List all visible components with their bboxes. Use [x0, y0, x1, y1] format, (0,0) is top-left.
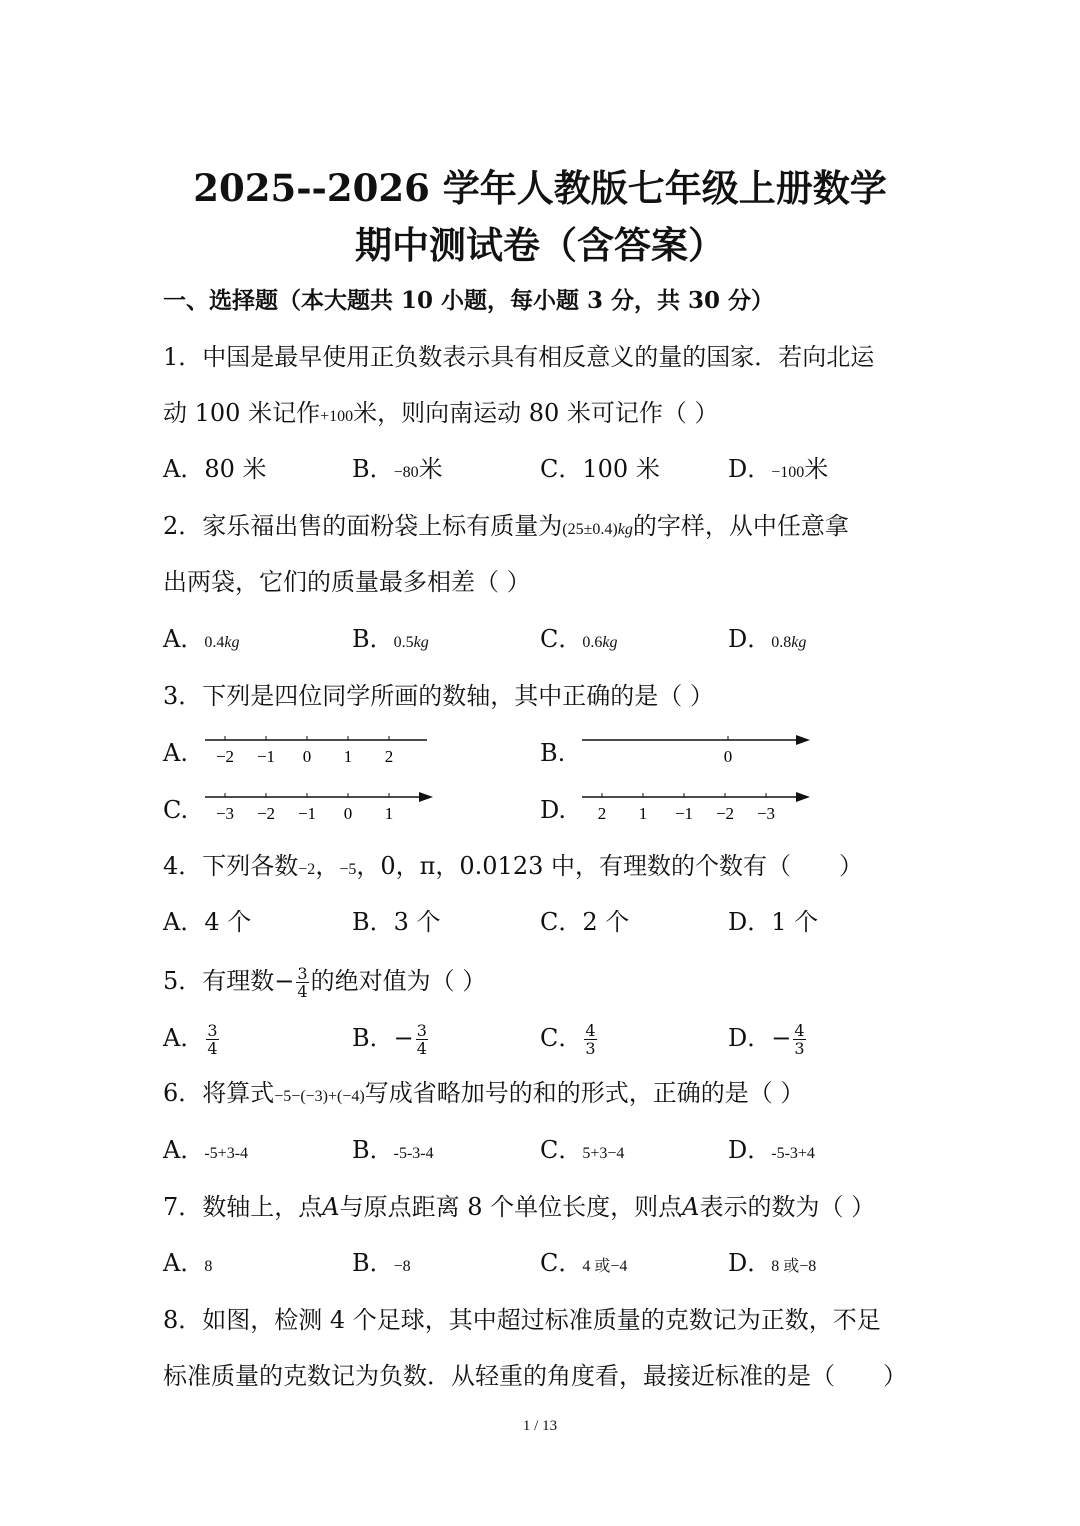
- option-label: A．: [163, 1136, 205, 1164]
- tick-label: 2: [597, 804, 607, 823]
- unit: kg: [224, 634, 240, 651]
- math: 4 或−4: [582, 1258, 628, 1275]
- number: 0.5: [393, 634, 414, 651]
- denominator: 4: [297, 982, 308, 1001]
- var: A: [682, 1193, 700, 1221]
- fraction: [296, 965, 308, 1000]
- q8-stem-line1: 8．如图，检测 4 个足球，其中超过标准质量的克数记为正数，不足: [163, 1306, 881, 1334]
- q4-option-b[interactable]: [352, 907, 441, 937]
- q2-option-b[interactable]: [352, 624, 429, 658]
- option-label: C．: [540, 455, 583, 483]
- q5-option-b[interactable]: [352, 1022, 430, 1057]
- option-label: A．: [163, 1024, 205, 1052]
- q6-option-a[interactable]: [163, 1135, 248, 1169]
- option-label: B．: [352, 1024, 394, 1052]
- q1-option-d[interactable]: [728, 454, 828, 488]
- numerator: 4: [585, 1021, 596, 1040]
- option-label: B．: [352, 1249, 394, 1277]
- q1-stem-line2: [163, 398, 719, 432]
- q3-option-b-label[interactable]: B.: [540, 739, 566, 767]
- option-label: A．: [163, 1249, 205, 1277]
- option-label: B．: [352, 908, 394, 936]
- q3-option-c-label[interactable]: C.: [163, 796, 189, 824]
- q4-option-c[interactable]: [540, 907, 629, 937]
- tick-label: −2: [715, 804, 735, 823]
- q6-stem: [163, 1078, 804, 1112]
- denominator: 4: [416, 1039, 427, 1058]
- math: -5-3-4: [393, 1145, 434, 1162]
- option-label: A．: [163, 908, 205, 936]
- tick-label: 0: [302, 747, 312, 766]
- option-label: D．: [728, 908, 772, 936]
- text: 2 个: [582, 908, 630, 936]
- text: 米: [804, 455, 829, 483]
- q7-option-a[interactable]: [163, 1248, 212, 1282]
- numerator: 3: [207, 1021, 218, 1040]
- sign: −: [274, 967, 295, 995]
- tick-label: 0: [723, 747, 733, 766]
- text: 3 个: [393, 908, 441, 936]
- text: 4．下列各数: [163, 852, 299, 880]
- text: 4 个: [204, 908, 252, 936]
- q7-option-b[interactable]: [352, 1248, 411, 1282]
- text: 2．家乐福出售的面粉袋上标有质量为: [163, 512, 563, 540]
- math: (25±0.4): [562, 521, 618, 538]
- text: ，: [315, 852, 340, 880]
- q2-option-a[interactable]: [163, 624, 239, 658]
- numerator: 3: [416, 1021, 427, 1040]
- q4-option-a[interactable]: [163, 907, 251, 937]
- q7-option-c[interactable]: [540, 1248, 627, 1282]
- q7-stem: [163, 1192, 875, 1222]
- fraction: [416, 1022, 428, 1057]
- text: 100 米: [582, 455, 660, 483]
- q1-option-a[interactable]: [163, 454, 267, 488]
- math: −100: [771, 464, 805, 481]
- option-label: C．: [540, 1024, 583, 1052]
- text: 的绝对值为（ ）: [310, 967, 487, 995]
- number: 0.8: [771, 634, 792, 651]
- option-label: B．: [352, 1136, 394, 1164]
- axis-arrow: [796, 735, 810, 745]
- text: 与原点距离 8 个单位长度，则点: [339, 1193, 683, 1221]
- text: 80 米: [204, 455, 267, 483]
- unit: kg: [602, 634, 618, 651]
- math: +100: [320, 408, 354, 425]
- tick-label: −2: [256, 804, 276, 823]
- tick-label: −3: [756, 804, 776, 823]
- fraction: [584, 1022, 596, 1057]
- q1-option-c[interactable]: [540, 454, 660, 488]
- number-line-a: [205, 736, 445, 776]
- unit: kg: [617, 521, 633, 538]
- axis-arrow: [796, 792, 810, 802]
- number: 0.6: [582, 634, 603, 651]
- option-label: D．: [728, 1249, 772, 1277]
- q7-option-d[interactable]: [728, 1248, 816, 1282]
- q2-option-c[interactable]: [540, 624, 617, 658]
- text: 米: [418, 455, 443, 483]
- option-label: C．: [540, 1249, 583, 1277]
- math: -5-3+4: [771, 1145, 815, 1162]
- math: 5+3−4: [582, 1145, 625, 1162]
- option-label: D．: [728, 1136, 772, 1164]
- option-label: A．: [163, 625, 205, 653]
- math: −2: [298, 861, 316, 878]
- text: 5．有理数: [163, 967, 275, 995]
- q2-option-d[interactable]: [728, 624, 806, 658]
- number-line-c: [205, 793, 445, 833]
- q6-option-d[interactable]: [728, 1135, 815, 1169]
- q5-option-c[interactable]: [540, 1022, 599, 1057]
- tick-label: −1: [256, 747, 276, 766]
- q2-stem-line1: [163, 511, 849, 545]
- option-label: D．: [728, 625, 772, 653]
- q3-option-a-label[interactable]: A.: [163, 739, 188, 767]
- option-label: B．: [352, 625, 394, 653]
- axis-arrow: [419, 792, 433, 802]
- q3-stem: 3．下列是四位同学所画的数轴，其中正确的是（ ）: [163, 682, 714, 710]
- option-label: C．: [540, 1136, 583, 1164]
- tick-label: −2: [215, 747, 235, 766]
- unit: kg: [413, 634, 429, 651]
- text: 7．数轴上，点: [163, 1193, 323, 1221]
- q4-option-d[interactable]: [728, 907, 818, 937]
- option-label: D．: [728, 455, 772, 483]
- option-label: C．: [540, 625, 583, 653]
- option-label: B．: [352, 455, 394, 483]
- q6-option-c[interactable]: [540, 1135, 624, 1169]
- text: 的字样，从中任意拿: [632, 512, 849, 540]
- math: −5−(−3)+(−4): [274, 1088, 365, 1105]
- unit: kg: [791, 634, 807, 651]
- title-line-2: 期中测试卷（含答案）: [355, 223, 725, 267]
- math: −5: [339, 861, 357, 878]
- tick-label: 1: [638, 804, 648, 823]
- tick-label: 0: [343, 804, 353, 823]
- denominator: 3: [794, 1039, 805, 1058]
- var: A: [322, 1193, 340, 1221]
- text: 1 个: [771, 908, 819, 936]
- tick-label: −1: [297, 804, 317, 823]
- q5-option-d[interactable]: [728, 1022, 808, 1057]
- tick-label: 1: [384, 804, 394, 823]
- option-label: C．: [540, 908, 583, 936]
- page-number: 1 / 13: [522, 1418, 558, 1434]
- q5-option-a[interactable]: [163, 1022, 221, 1057]
- numerator: 4: [794, 1021, 805, 1040]
- q6-option-b[interactable]: [352, 1135, 434, 1169]
- q1-option-b[interactable]: [352, 454, 443, 488]
- math: 8: [204, 1258, 213, 1275]
- q5-stem: [163, 965, 486, 1000]
- tick-label: −1: [674, 804, 694, 823]
- q8-stem-line2: 标准质量的克数记为负数．从轻重的角度看，最接近标准的是（ ）: [163, 1362, 907, 1390]
- fraction: [793, 1022, 805, 1057]
- q3-option-d-label[interactable]: D.: [540, 796, 567, 824]
- number-line-b: [582, 736, 822, 776]
- q2-stem-line2: 出两袋，它们的质量最多相差（ ）: [163, 568, 531, 596]
- q4-stem: [163, 851, 863, 885]
- denominator: 4: [207, 1039, 218, 1058]
- number: 0.4: [204, 634, 225, 651]
- sign: −: [771, 1024, 792, 1052]
- number-line-d: [582, 793, 822, 833]
- text: ，0，π，0.0123 中，有理数的个数有（ ）: [356, 852, 863, 880]
- title-line-1: 2025--2026 学年人教版七年级上册数学: [193, 166, 887, 210]
- text: 6．将算式: [163, 1079, 275, 1107]
- option-label: D．: [728, 1024, 772, 1052]
- text: 米，则向南运动 80 米可记作（ ）: [353, 399, 719, 427]
- section-heading: 一、选择题（本大题共 10 小题，每小题 3 分，共 30 分）: [163, 287, 775, 314]
- text: 表示的数为（ ）: [699, 1193, 876, 1221]
- option-label: A．: [163, 455, 205, 483]
- denominator: 3: [585, 1039, 596, 1058]
- tick-label: −3: [215, 804, 235, 823]
- math: −8: [393, 1258, 411, 1275]
- numerator: 3: [297, 964, 308, 983]
- text: 写成省略加号的和的形式，正确的是（ ）: [364, 1079, 805, 1107]
- text: 动 100 米记作: [163, 399, 321, 427]
- fraction: [206, 1022, 218, 1057]
- q1-stem-line1: 1．中国是最早使用正负数表示具有相反意义的量的国家．若向北运: [163, 343, 875, 371]
- sign: −: [393, 1024, 414, 1052]
- tick-label: 2: [384, 747, 394, 766]
- math: -5+3-4: [204, 1145, 249, 1162]
- math: 8 或−8: [771, 1258, 817, 1275]
- tick-label: 1: [343, 747, 353, 766]
- math: −80: [393, 464, 419, 481]
